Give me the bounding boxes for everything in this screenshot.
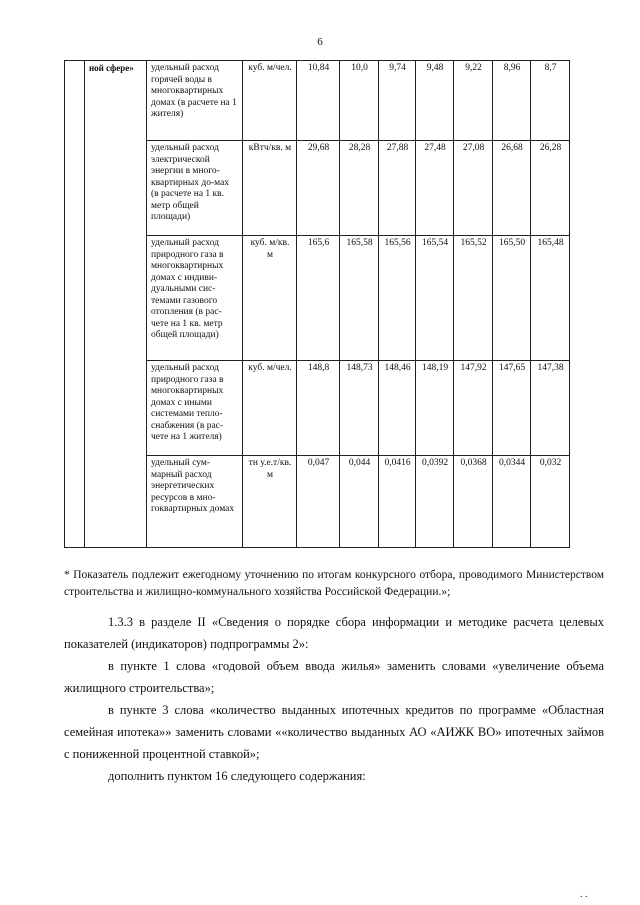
indicator-value: 165,48 <box>531 236 570 361</box>
indicator-value: 0,032 <box>531 456 570 548</box>
indicator-value: 9,48 <box>416 61 454 141</box>
indicator-value: 165,50 <box>493 236 531 361</box>
indicator-value: 10,0 <box>340 61 379 141</box>
indicator-value: 165,52 <box>454 236 493 361</box>
indicator-value: 26,28 <box>531 141 570 236</box>
indicator-value: 147,65 <box>493 361 531 456</box>
paragraph-1: 1.3.3 в разделе II «Сведения о порядке сбора информации и методике расчета целевых показателей (индикаторов) подпрограммы 2»: <box>64 615 604 651</box>
indicator-value: 165,58 <box>340 236 379 361</box>
footnote: * Показатель подлежит ежегодному уточнению по итогам конкурсного отбора, проводимого Министерством строительства и жилищно-коммунального хозяйства Российской Федерации.»; <box>64 569 604 598</box>
indicator-value: 148,19 <box>416 361 454 456</box>
table-row <box>65 61 570 141</box>
indicator-value: 0,0344 <box>493 456 531 548</box>
indicator-value: 148,46 <box>379 361 416 456</box>
indicator-value: 0,0368 <box>454 456 493 548</box>
body-text <box>64 611 604 787</box>
corner-mark: . . <box>580 889 588 900</box>
indicator-value: 8,7 <box>531 61 570 141</box>
indicator-value: 165,56 <box>379 236 416 361</box>
paragraph-3: в пункте 3 слова «количество выданных ипотечных кредитов по программе «Областная семейная ипотека»» заменить словами ««количество выданных АО «АИЖК ВО» ипотечных займов с пониженной процентной ставкой»; <box>64 703 604 761</box>
page-number: 6 <box>317 36 323 48</box>
indicator-value: 148,8 <box>297 361 340 456</box>
section-name-cell: ной сфере» <box>85 61 147 548</box>
indicator-value: 9,22 <box>454 61 493 141</box>
paragraph-2: в пункте 1 слова «годовой объем ввода жилья» заменить словами «увеличение объема жилищного строительства»; <box>64 659 604 695</box>
indicator-value: 27,48 <box>416 141 454 236</box>
paragraph-4: дополнить пунктом 16 следующего содержания: <box>108 769 366 783</box>
indicator-description: удельный расход природного газа в многоквартирных домах с индиви-дуальными сис-темами газового отопления (в рас-чете на 1 кв. метр общей площади) <box>147 236 243 361</box>
indicator-value: 165,6 <box>297 236 340 361</box>
indicator-description: удельный сум-марный расход энергетических ресурсов в мно-гоквартирных домах <box>147 456 243 548</box>
indicator-value: 10,84 <box>297 61 340 141</box>
indicator-description: удельный расход горячей воды в многоквартирных домах (в расчете на 1 жителя) <box>147 61 243 141</box>
indicator-value: 9,74 <box>379 61 416 141</box>
indicator-value: 147,38 <box>531 361 570 456</box>
indicators-table-wrap <box>64 60 570 548</box>
indicators-table <box>64 60 570 548</box>
indicator-unit: куб. м/кв. м <box>243 236 297 361</box>
indicator-unit: кВтч/кв. м <box>243 141 297 236</box>
indicator-unit: куб. м/чел. <box>243 61 297 141</box>
indicator-value: 0,044 <box>340 456 379 548</box>
indicator-value: 28,28 <box>340 141 379 236</box>
indicator-value: 8,96 <box>493 61 531 141</box>
indicator-value: 26,68 <box>493 141 531 236</box>
indicator-value: 29,68 <box>297 141 340 236</box>
indicator-description: удельный расход электрической энергии в много-квартирных до-мах (в расчете на 1 кв. метр общей площади) <box>147 141 243 236</box>
indicator-value: 27,88 <box>379 141 416 236</box>
indicator-value: 148,73 <box>340 361 379 456</box>
indicator-unit: куб. м/чел. <box>243 361 297 456</box>
indicator-unit: тн у.е.т/кв. м <box>243 456 297 548</box>
row-number-cell <box>65 61 85 548</box>
indicator-value: 0,0392 <box>416 456 454 548</box>
indicator-value: 0,047 <box>297 456 340 548</box>
indicator-value: 0,0416 <box>379 456 416 548</box>
indicator-value: 147,92 <box>454 361 493 456</box>
indicator-value: 27,08 <box>454 141 493 236</box>
indicator-value: 165,54 <box>416 236 454 361</box>
indicator-description: удельный расход природного газа в многоквартирных домах с иными системами тепло-снабжения (в рас-чете на 1 жителя) <box>147 361 243 456</box>
